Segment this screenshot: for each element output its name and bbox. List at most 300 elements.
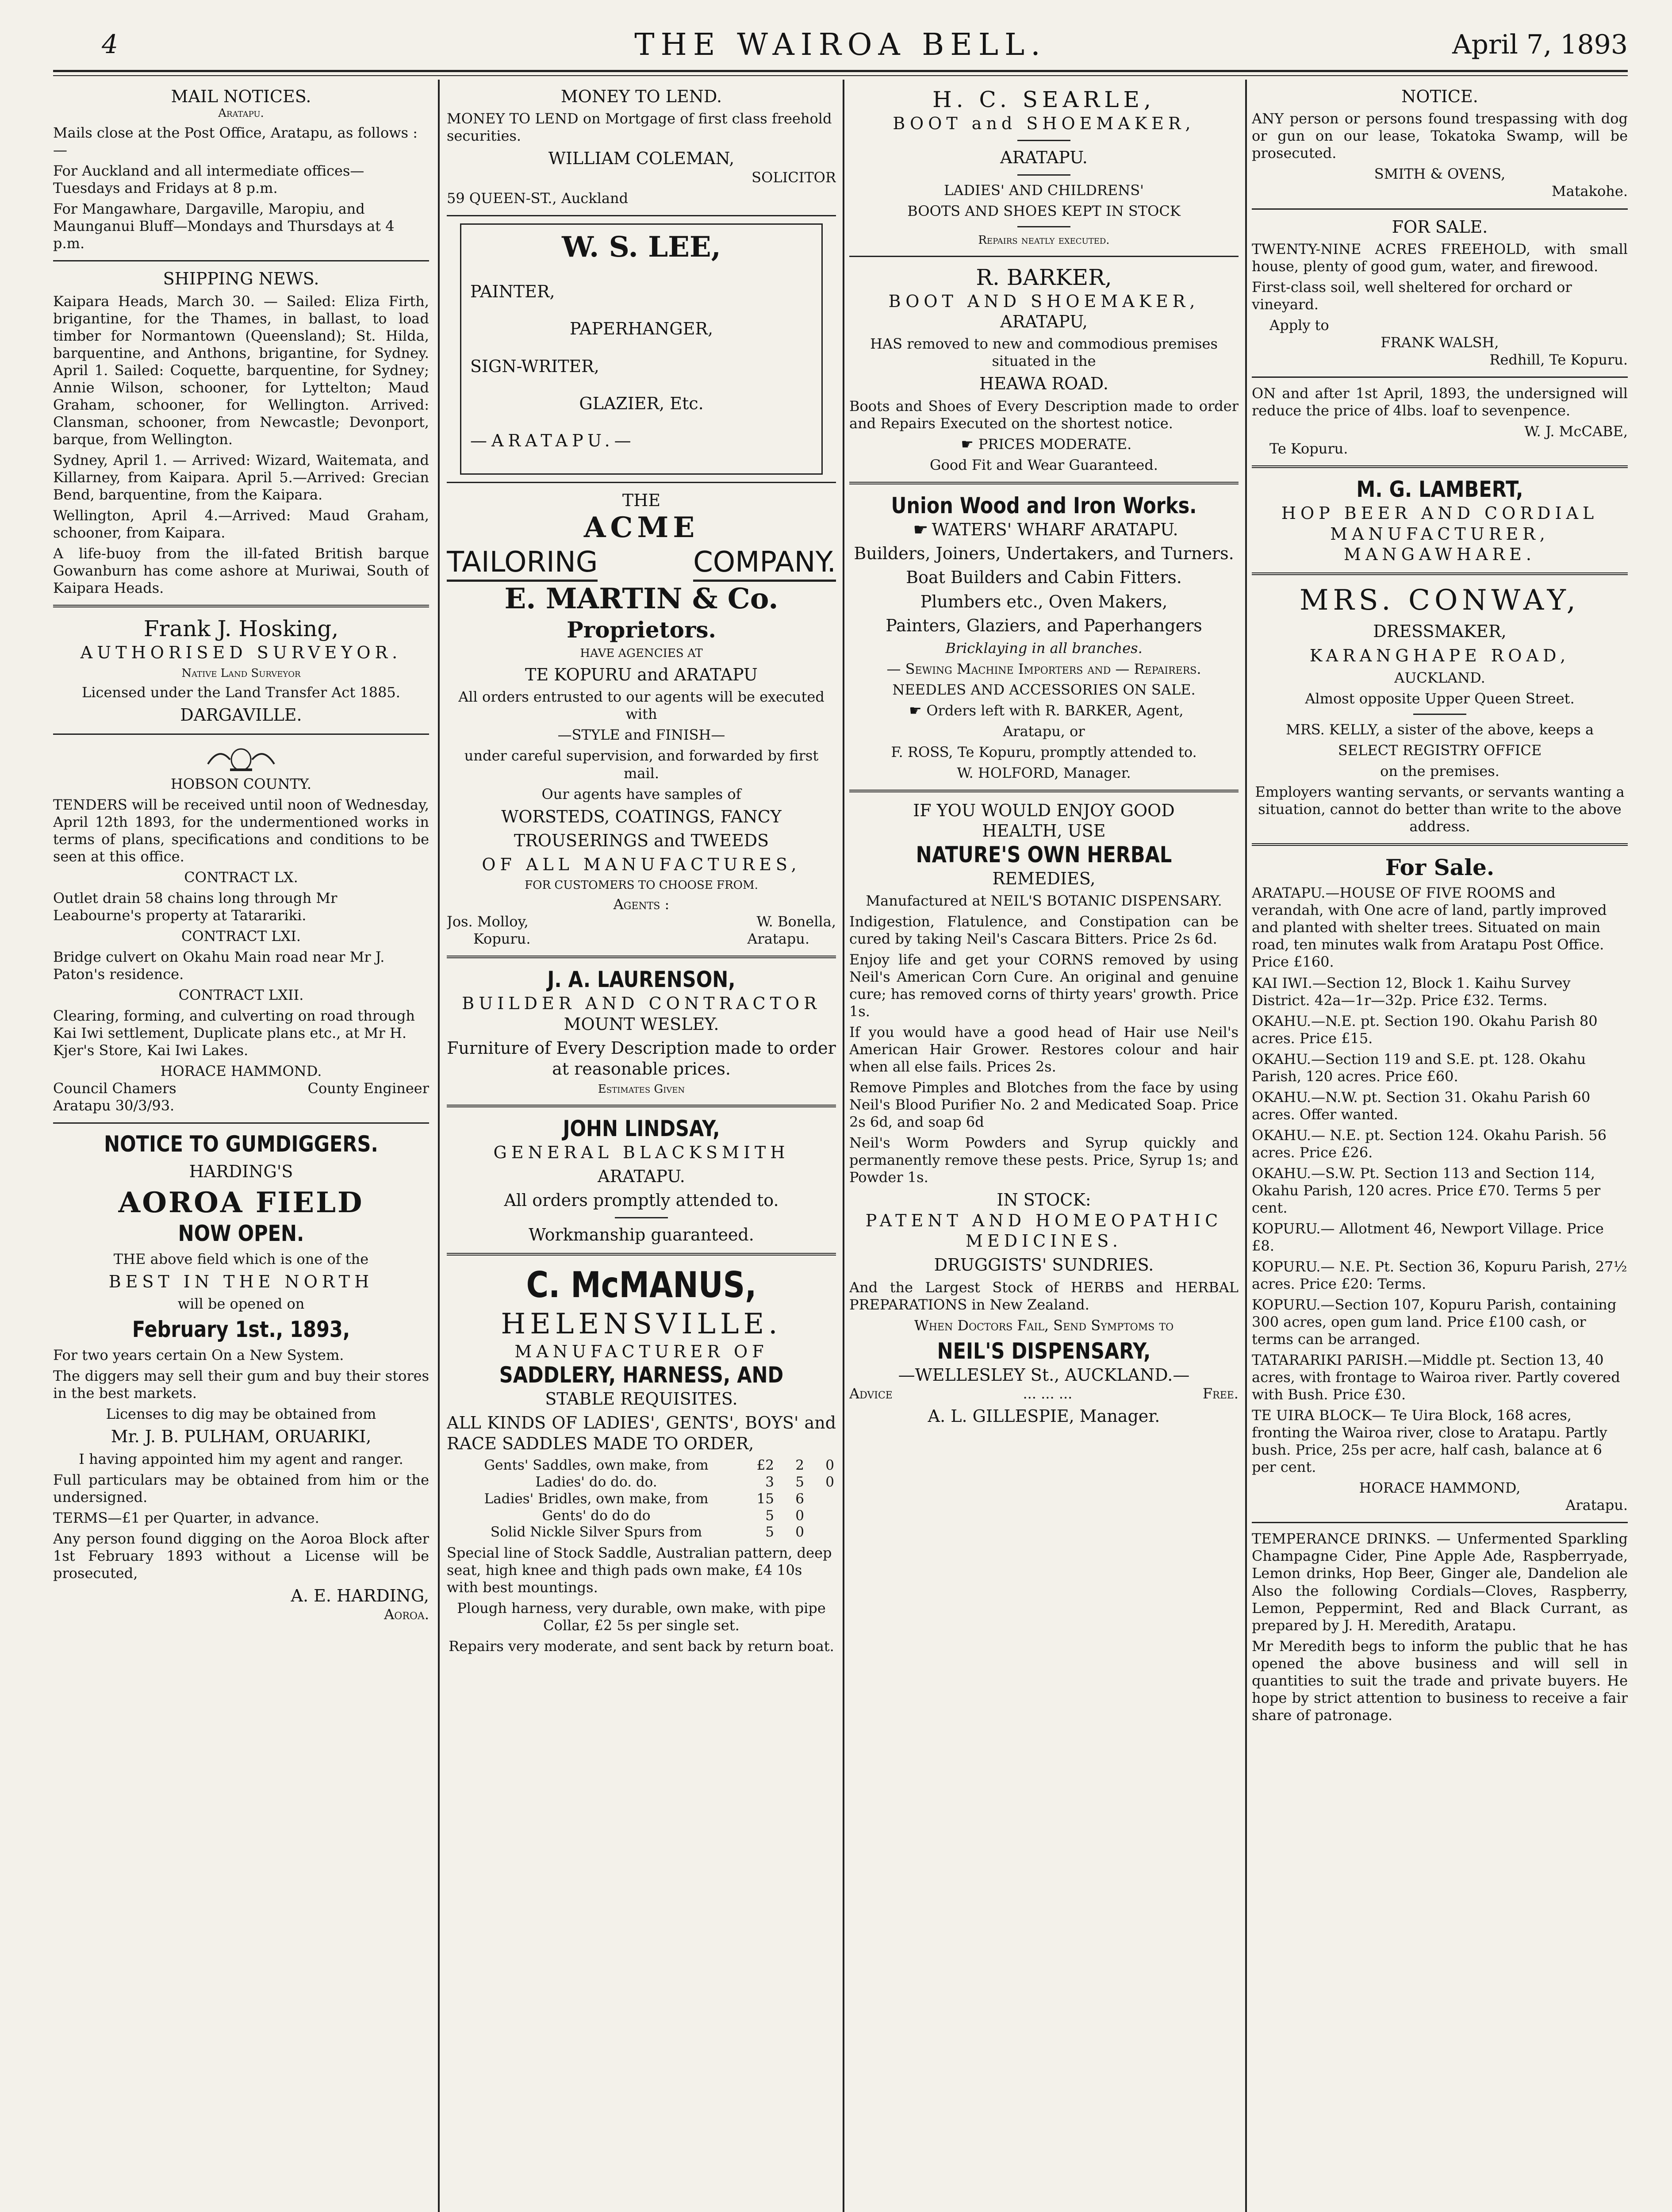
searle-place: ARATAPU. bbox=[1000, 148, 1088, 168]
mail-line: For Mangawhare, Dargaville, Maropiu, and Maunganui Bluff—Mondays and Thursdays at 4 p.m. bbox=[53, 200, 395, 252]
searle-l2: BOOTS AND SHOES KEPT IN STOCK bbox=[907, 202, 1181, 219]
acme-p2: under careful supervision, and forwarded by first mail. bbox=[464, 747, 819, 782]
divider bbox=[447, 956, 836, 958]
temperance-ad bbox=[1252, 1530, 1628, 1724]
lambert-place: MANGAWHARE. bbox=[1344, 544, 1536, 564]
column-3 bbox=[849, 86, 1239, 2210]
sale-place: Aratapu. bbox=[1565, 1497, 1628, 1514]
lot-place: OKAHU. bbox=[1252, 1126, 1312, 1144]
lot-place: OKAHU. bbox=[1252, 1050, 1312, 1068]
hobson-county-ad bbox=[53, 742, 429, 1115]
conway-name: MRS. CONWAY, bbox=[1300, 584, 1580, 617]
price-s: 6 bbox=[795, 1490, 804, 1507]
lindsay-p1: All orders promptly attended to. bbox=[504, 1190, 779, 1210]
lambert-role: HOP BEER AND CORDIAL bbox=[1281, 503, 1599, 523]
herbal-stock: IN STOCK: bbox=[997, 1190, 1091, 1210]
price-row bbox=[447, 1457, 836, 1474]
searle-l1: LADIES' AND CHILDRENS' bbox=[944, 181, 1144, 199]
land-lot bbox=[1252, 1407, 1628, 1476]
forsale-text: TWENTY-NINE ACRES FREEHOLD, with small house, plenty of good gum, water, and firewood. bbox=[1252, 240, 1628, 275]
lee-name: W. S. LEE, bbox=[562, 230, 721, 264]
price-d: 0 bbox=[825, 1474, 834, 1490]
trespass-notice bbox=[1252, 86, 1628, 200]
hosking-licence: Licensed under the Land Transfer Act 1885. bbox=[82, 684, 400, 701]
divider bbox=[1252, 572, 1628, 575]
laurenson-ad bbox=[447, 966, 836, 1096]
lot-text: —N.W. pt. Section 31. Okahu Parish 60 acres. Offer wanted. bbox=[1252, 1088, 1591, 1123]
land-lot bbox=[1252, 1258, 1628, 1293]
acme-l3: OF ALL MANUFACTURES, bbox=[482, 855, 801, 875]
hosking-town: DARGAVILLE. bbox=[180, 705, 302, 725]
land-lot bbox=[1252, 884, 1628, 971]
issue-date: April 7, 1893 bbox=[1452, 29, 1628, 60]
gum-p2: The diggers may sell their gum and buy their stores in the best markets. bbox=[53, 1367, 429, 1402]
divider bbox=[1252, 843, 1628, 846]
barker-name: R. BARKER, bbox=[976, 264, 1112, 290]
hobson-place-date: Aratapu 30/3/93. bbox=[53, 1097, 175, 1114]
temperance-text: TEMPERANCE DRINKS. — Unfermented Sparkling Champagne Cider, Pine Apple Ade, Raspberryade, Lemon drinks, Hop Beer, Ginger ale, Dandelion ale Also the following Cordials—Cloves, Raspberry, Lemon, Peppermint, Red and Black Currant, as prepared by J. H. Meredith, Aratapu. bbox=[1252, 1530, 1628, 1634]
herbal-p4: Remove Pimples and Blotches from the face by using Neil's Blood Purifier No. 2 and Medicated Soap. Price 2s 6d, and soap 6d bbox=[849, 1079, 1239, 1131]
money-title: MONEY TO LEND. bbox=[560, 87, 722, 106]
bread-text: ON and after 1st April, 1893, the undersigned will reduce the price of 4lbs. loaf to sevenpence. bbox=[1252, 385, 1628, 419]
gum-l1: THE above field which is one of the bbox=[113, 1250, 369, 1267]
union-l8-row bbox=[849, 702, 1239, 719]
union-l8: Orders left with R. BARKER, Agent, bbox=[926, 702, 1184, 719]
masthead-rule-thin bbox=[53, 75, 1628, 76]
divider bbox=[849, 482, 1239, 484]
shipping-para: A life-buoy from the ill-fated British barque Gowanburn has come ashore at Muriwai, South of Kaipara Heads. bbox=[53, 545, 429, 597]
column-divider bbox=[438, 80, 440, 2212]
divider bbox=[53, 260, 429, 261]
barker-fit: Good Fit and Wear Guaranteed. bbox=[930, 456, 1158, 473]
land-lot bbox=[1252, 975, 1628, 1009]
mcmanus-town: HELENSVILLE. bbox=[501, 1307, 782, 1340]
union-works-ad bbox=[849, 492, 1239, 782]
price-s: 5 bbox=[795, 1474, 804, 1490]
lee-l4: GLAZIER, Etc. bbox=[579, 394, 704, 413]
price-item: Gents' Saddles, own make, from bbox=[484, 1457, 709, 1474]
column-divider bbox=[1245, 80, 1247, 2212]
lot-place: KOPURU. bbox=[1252, 1258, 1321, 1275]
price-l: 5 bbox=[765, 1524, 774, 1540]
price-row bbox=[447, 1491, 836, 1508]
acme-tail: TAILORING bbox=[447, 545, 598, 582]
union-l5: Bricklaying in all branches. bbox=[945, 639, 1143, 657]
lindsay-ad bbox=[447, 1115, 836, 1245]
divider bbox=[1252, 465, 1628, 468]
price-l: 15 bbox=[756, 1490, 774, 1507]
union-name: Union Wood and Iron Works. bbox=[891, 492, 1197, 518]
martin-prop: Proprietors. bbox=[567, 617, 716, 643]
gum-place: Aoroa. bbox=[384, 1606, 429, 1623]
walsh-for-sale bbox=[1252, 217, 1628, 369]
bread-notice bbox=[1252, 385, 1628, 457]
divider bbox=[1017, 226, 1070, 227]
acme-l2: TROUSERINGS and TWEEDS bbox=[514, 830, 769, 850]
column-2 bbox=[447, 86, 836, 2210]
land-lot bbox=[1252, 1296, 1628, 1348]
sale-title: For Sale. bbox=[1385, 854, 1495, 881]
laurenson-p1: Furniture of Every Description made to order at reasonable prices. bbox=[447, 1038, 836, 1079]
martin-name: E. MARTIN & Co. bbox=[504, 582, 778, 616]
lee-l5: —ARATAPU.— bbox=[470, 431, 636, 451]
herbal-title: NATURE'S OWN HERBAL bbox=[916, 841, 1172, 868]
divider bbox=[615, 1217, 668, 1218]
price-s: 0 bbox=[795, 1524, 804, 1540]
herbal-p3: If you would have a good head of Hair use Neil's American Hair Grower. Restores colour and hair when all else fails. Prices 2s. bbox=[849, 1024, 1239, 1075]
divider bbox=[1017, 140, 1070, 141]
conway-role: DRESSMAKER, bbox=[1373, 622, 1507, 641]
divider bbox=[53, 1122, 429, 1124]
mail-line: For Auckland and all intermediate offices—Tuesdays and Fridays at 8 p.m. bbox=[53, 162, 364, 197]
union-l3: Plumbers etc., Oven Makers, bbox=[920, 591, 1168, 611]
lee-ad bbox=[460, 223, 823, 475]
union-mgr: W. HOLFORD, Manager. bbox=[957, 764, 1131, 781]
acme-agents: Agents : bbox=[613, 896, 670, 913]
land-lot bbox=[1252, 1089, 1628, 1123]
gumdiggers-ad bbox=[53, 1131, 429, 1623]
agent-2-place: Aratapu. bbox=[747, 930, 809, 948]
shipping-para: Kaipara Heads, March 30. — Sailed: Eliza Firth, brigantine, for the Thames, in ballast, to load timber for Normantown (Queensland); St. Hilda, barquentine, and Anthons, brigantine, for Sydney. April 1. Sailed: Coquette, barquentine, for Sydney; Annie Wilson, schooner, for Lyttelton; Maud Graham, schooner, for Wellington. Arrived: Clansman, schooner, from Newcastle; Devonport, barque, from Wellington. bbox=[53, 292, 429, 448]
lot-text: —N.E. pt. Section 190. Okahu Parish 80 acres. Price £15. bbox=[1252, 1012, 1598, 1047]
conway-prem: on the premises. bbox=[1380, 763, 1499, 780]
mcmanus-p2: Plough harness, very durable, own make, with pipe Collar, £2 5s per single set. bbox=[457, 1600, 826, 1634]
land-for-sale bbox=[1252, 854, 1628, 1514]
price-item: Solid Nickle Silver Spurs from bbox=[490, 1524, 702, 1540]
lot-place: ARATAPU. bbox=[1252, 884, 1326, 902]
lot-text: — N.E. pt. Section 124. Okahu Parish. 56 acres. Price £26. bbox=[1252, 1126, 1607, 1161]
newspaper-title: THE WAIROA BELL. bbox=[634, 27, 1047, 62]
union-l1: Builders, Joiners, Undertakers, and Turners. bbox=[854, 544, 1234, 564]
herbal-advice-row bbox=[849, 1385, 1239, 1402]
barker-p2: Boots and Shoes of Every Description made to order and Repairs Executed on the shortest notice. bbox=[849, 397, 1239, 432]
lot-place: KOPURU. bbox=[1252, 1220, 1321, 1237]
price-table bbox=[447, 1457, 836, 1541]
notice-place: Matakohe. bbox=[1551, 183, 1628, 200]
herbal-mgr: A. L. GILLESPIE, Manager. bbox=[928, 1406, 1160, 1426]
hosking-role: AUTHORISED SURVEYOR. bbox=[80, 643, 402, 663]
price-l: 5 bbox=[765, 1507, 774, 1524]
acme-p1: All orders entrusted to our agents will be executed with bbox=[458, 688, 824, 723]
lot-text: —S.W. Pt. Section 113 and Section 114, Okahu Parish, 120 acres. Price £70. Terms 5 per cent. bbox=[1252, 1164, 1601, 1216]
lee-l2: PAPERHANGER, bbox=[569, 319, 713, 339]
lambert-ad bbox=[1252, 476, 1628, 565]
laurenson-name: J. A. LAURENSON, bbox=[547, 967, 736, 993]
conway-office: SELECT REGISTRY OFFICE bbox=[1338, 742, 1542, 759]
gum-terms: TERMS—£1 per Quarter, in advance. bbox=[53, 1509, 319, 1526]
acme-choose: FOR CUSTOMERS TO CHOOSE FROM. bbox=[525, 878, 758, 892]
herbal-patent: PATENT AND HOMEOPATHIC MEDICINES. bbox=[865, 1210, 1223, 1251]
herbal-p6: And the Largest Stock of HERBS and HERBAL PREPARATIONS in New Zealand. bbox=[849, 1279, 1239, 1313]
lot-text: —HOUSE OF FIVE ROOMS and verandah, with One acre of land, partly improved and planted with shelter trees. Situated on main road, ten minutes walk from Aratapu Post Office. Price £160. bbox=[1252, 884, 1607, 971]
mail-line: Mails close at the Post Office, Aratapu, as follows :— bbox=[53, 124, 418, 159]
gum-agent: Mr. J. B. PULHAM, ORUARIKI, bbox=[111, 1427, 372, 1447]
column-divider bbox=[843, 80, 844, 2212]
hobson-signer: HORACE HAMMOND. bbox=[160, 1063, 322, 1080]
herbal-mfd: Manufactured at NEIL'S BOTANIC DISPENSARY. bbox=[866, 892, 1222, 909]
hobson-title: HOBSON COUNTY. bbox=[170, 775, 312, 792]
divider bbox=[447, 482, 836, 483]
lindsay-role: GENERAL BLACKSMITH bbox=[493, 1142, 790, 1162]
acme-agent-places bbox=[447, 930, 836, 948]
lot-text: — Allotment 46, Newport Village. Price £8. bbox=[1252, 1220, 1604, 1254]
herbal-h1: IF YOU WOULD ENJOY GOOD bbox=[913, 800, 1175, 820]
divider bbox=[53, 605, 429, 607]
price-l: 3 bbox=[765, 1474, 774, 1490]
divider bbox=[1252, 208, 1628, 210]
masthead-rule bbox=[53, 70, 1628, 72]
money-role: SOLICITOR bbox=[752, 169, 836, 186]
mail-subtitle: Aratapu. bbox=[218, 107, 264, 120]
searle-name: H. C. SEARLE, bbox=[932, 87, 1155, 112]
herbal-ad bbox=[849, 800, 1239, 1427]
lot-text: — N.E. Pt. Section 36, Kopuru Parish, 27½ acres. Price £20: Terms. bbox=[1252, 1258, 1627, 1292]
union-l4: Painters, Glaziers, and Paperhangers bbox=[886, 616, 1202, 636]
gum-p4: I having appointed him my agent and ranger. bbox=[79, 1450, 403, 1467]
mcmanus-mfr: MANUFACTURER OF bbox=[514, 1341, 768, 1361]
lot-place: KAI IWI. bbox=[1252, 974, 1312, 991]
contract-text: Outlet drain 58 chains long through Mr Leabourne's property at Tatarariki. bbox=[53, 889, 337, 924]
divider bbox=[1413, 714, 1466, 715]
shipping-news bbox=[53, 269, 429, 597]
gum-open: NOW OPEN. bbox=[178, 1220, 304, 1246]
union-l6: — Sewing Machine Importers and — Repairers. bbox=[886, 660, 1201, 677]
acme-the: THE bbox=[622, 490, 661, 510]
lambert-mfr: MANUFACTURER, bbox=[1330, 524, 1549, 544]
hosking-name: Frank J. Hosking, bbox=[143, 616, 339, 642]
money-name: WILLIAM COLEMAN, bbox=[548, 149, 735, 169]
acme-agencies: HAVE AGENCIES AT bbox=[580, 647, 703, 661]
hobson-footer bbox=[53, 1080, 429, 1097]
price-d: 0 bbox=[825, 1457, 834, 1474]
price-item: Ladies' do do. do. bbox=[535, 1474, 657, 1490]
laurenson-est: Estimates Given bbox=[598, 1082, 685, 1096]
herbal-advice: Advice bbox=[849, 1385, 893, 1402]
searle-ad bbox=[849, 86, 1239, 248]
divider bbox=[849, 256, 1239, 257]
gum-p3: Licenses to dig may be obtained from bbox=[106, 1406, 376, 1423]
agent-1: Jos. Molloy, bbox=[447, 913, 529, 930]
pointing-hand-icon: ☛ bbox=[913, 519, 928, 539]
lindsay-place: ARATAPU. bbox=[598, 1166, 685, 1186]
divider bbox=[1017, 174, 1070, 176]
lee-l1: PAINTER, bbox=[470, 281, 555, 301]
price-row bbox=[447, 1474, 836, 1491]
barker-road: HEAWA ROAD. bbox=[979, 374, 1108, 394]
acme-places: TE KOPURU and ARATAPU bbox=[525, 665, 758, 685]
conway-ad bbox=[1252, 583, 1628, 835]
contract-heading: CONTRACT LXI. bbox=[181, 927, 301, 945]
acme-name: ACME bbox=[583, 511, 699, 545]
gum-field: AOROA FIELD bbox=[118, 1186, 364, 1219]
barker-p1: HAS removed to new and commodious premises situated in the bbox=[870, 335, 1218, 370]
searle-role: BOOT and SHOEMAKER, bbox=[893, 114, 1195, 133]
pointing-hand-icon: ☛ bbox=[909, 702, 922, 719]
herbal-p2: Enjoy life and get your CORNS removed by using Neil's American Corn Cure. An original and genuine cure; has removed corns of thirty years' growth. Price 1s. bbox=[849, 951, 1239, 1020]
acme-style: —STYLE and FINISH— bbox=[557, 726, 725, 744]
notice-signer: SMITH & OVENS, bbox=[1374, 165, 1506, 183]
mcmanus-ad bbox=[447, 1263, 836, 1655]
lot-place: TE UIRA BLOCK bbox=[1252, 1407, 1372, 1424]
barker-prices bbox=[849, 436, 1239, 453]
union-l2: Boat Builders and Cabin Fitters. bbox=[906, 568, 1182, 588]
herbal-free: Free. bbox=[1202, 1385, 1239, 1402]
lot-text: — Te Uira Block, 168 acres, fronting the Wairoa river, close to Aratapu. Partly bush. Price, 25s per acre, half cash, balance at 6 per cent. bbox=[1252, 1407, 1607, 1476]
column-4 bbox=[1252, 86, 1628, 2210]
mcmanus-p3: Repairs very moderate, and sent back by return boat. bbox=[449, 1638, 834, 1655]
price-row bbox=[447, 1524, 836, 1541]
forsale-name: FRANK WALSH, bbox=[1381, 334, 1499, 351]
conway-kelly: MRS. KELLY, a sister of the above, keeps a bbox=[1285, 721, 1594, 738]
divider bbox=[447, 1105, 836, 1107]
union-wharf: WATERS' WHARF ARATAPU. bbox=[932, 519, 1178, 539]
hosking-sub: Native Land Surveyor bbox=[181, 666, 301, 680]
contract-text: Bridge culvert on Okahu Main road near Mr J. Paton's residence. bbox=[53, 948, 385, 983]
mail-notices bbox=[53, 86, 429, 252]
shipping-title: SHIPPING NEWS. bbox=[163, 269, 319, 289]
land-lot bbox=[1252, 1127, 1628, 1161]
land-lot bbox=[1252, 1013, 1628, 1047]
forsale-title: FOR SALE. bbox=[1392, 217, 1488, 237]
laurenson-role: BUILDER AND CONTRACTOR bbox=[462, 994, 821, 1014]
price-l: £2 bbox=[756, 1457, 774, 1474]
acme-tailoring bbox=[447, 545, 836, 582]
notice-text: ANY person or persons found trespassing with dog or gun on our lease, Tokatoka Swamp, will be prosecuted. bbox=[1252, 110, 1628, 162]
acme-ad bbox=[447, 490, 836, 948]
price-d bbox=[806, 1524, 836, 1541]
land-lot bbox=[1252, 1165, 1628, 1217]
agent-2: W. Bonella, bbox=[756, 913, 836, 930]
land-lot bbox=[1252, 1051, 1628, 1085]
forsale-apply: Apply to bbox=[1269, 317, 1329, 334]
lindsay-p2: Workmanship guaranteed. bbox=[529, 1225, 754, 1244]
hobson-intro: TENDERS will be received until noon of Wednesday, April 12th 1893, for the undermentioned works in terms of plans, specifications and conditions to be seen at this office. bbox=[53, 796, 429, 865]
mcmanus-goods: SADDLERY, HARNESS, AND bbox=[499, 1362, 784, 1388]
gum-p6: Any person found digging on the Aoroa Block after 1st February 1893 without a License will be prosecuted, bbox=[53, 1530, 429, 1582]
acme-company: COMPANY. bbox=[693, 545, 836, 582]
money-ad bbox=[447, 86, 836, 207]
acme-agent-row bbox=[447, 913, 836, 930]
contract-text: Clearing, forming, and culverting on road through Kai Iwi settlement, Duplicate plans etc., at Mr H. Kjer's Store, Kai Iwi Lakes. bbox=[53, 1007, 415, 1059]
forsale-place: Redhill, Te Kopuru. bbox=[1489, 351, 1628, 369]
divider bbox=[53, 733, 429, 735]
divider bbox=[447, 1253, 836, 1256]
page-number: 4 bbox=[102, 29, 118, 59]
herbal-h2: HEALTH, USE bbox=[982, 821, 1106, 841]
lot-place: OKAHU. bbox=[1252, 1012, 1312, 1029]
bread-signer: W. J. McCABE, bbox=[1524, 423, 1628, 440]
conway-emp: Employers wanting servants, or servants wanting a situation, cannot do better than write to the above address. bbox=[1255, 783, 1625, 835]
herbal-addr: —WELLESLEY St., AUCKLAND.— bbox=[898, 1365, 1190, 1385]
agent-1-place: Kopuru. bbox=[473, 930, 531, 948]
herbal-disp: NEIL'S DISPENSARY, bbox=[937, 1338, 1151, 1364]
barker-role: BOOT AND SHOEMAKER, bbox=[888, 291, 1200, 311]
county-crest-icon bbox=[203, 742, 279, 773]
mail-title: MAIL NOTICES. bbox=[171, 87, 311, 106]
union-wharf-row bbox=[849, 519, 1239, 540]
laurenson-place: MOUNT WESLEY. bbox=[564, 1014, 719, 1034]
sale-signer: HORACE HAMMOND, bbox=[1359, 1479, 1521, 1497]
gum-p1: For two years certain On a New System. bbox=[53, 1347, 344, 1364]
acme-p3: Our agents have samples of bbox=[541, 785, 741, 803]
council-chambers: Council Chamers bbox=[53, 1080, 176, 1097]
bread-place: Te Kopuru. bbox=[1269, 440, 1348, 457]
gum-by: HARDING'S bbox=[189, 1162, 293, 1182]
gum-title: NOTICE TO GUMDIGGERS. bbox=[104, 1131, 378, 1157]
forsale-p2: First-class soil, well sheltered for orchard or vineyard. bbox=[1252, 278, 1572, 313]
lambert-name: M. G. LAMBERT, bbox=[1356, 476, 1523, 503]
union-l9: Aratapu, or bbox=[1003, 722, 1085, 740]
lot-text: —Section 12, Block 1. Kaihu Survey District. 42a—1r—32p. Price £32. Terms. bbox=[1252, 974, 1571, 1009]
barker-prices-text: PRICES MODERATE. bbox=[978, 435, 1132, 453]
dots: ... ... ... bbox=[1023, 1385, 1073, 1402]
county-engineer: County Engineer bbox=[307, 1080, 429, 1097]
temperance-p2: Mr Meredith begs to inform the public that he has opened the above business and will sell in quantities to suit the trade and private buyers. He hope by strict attention to business to receive a fair share of patronage. bbox=[1252, 1637, 1628, 1724]
divider bbox=[849, 790, 1239, 792]
union-l7: NEEDLES AND ACCESSORIES ON SALE. bbox=[892, 681, 1196, 698]
lindsay-name: JOHN LINDSAY, bbox=[563, 1115, 720, 1141]
mcmanus-req: STABLE REQUISITES. bbox=[545, 1389, 738, 1409]
lot-place: OKAHU. bbox=[1252, 1088, 1312, 1106]
money-addr: 59 QUEEN-ST., Auckland bbox=[447, 189, 629, 207]
lee-l3: SIGN-WRITER, bbox=[470, 356, 599, 376]
herbal-p1: Indigestion, Flatulence, and Constipation can be cured by taking Neil's Cascara Bitters. Price 2s 6d. bbox=[849, 913, 1239, 947]
land-lot bbox=[1252, 1220, 1628, 1255]
price-d bbox=[806, 1508, 836, 1525]
price-s: 0 bbox=[795, 1507, 804, 1524]
conway-road: KARANGHAPE ROAD, bbox=[1309, 645, 1570, 665]
lot-text: —Section 119 and S.E. pt. 128. Okahu Parish, 120 acres. Price £60. bbox=[1252, 1050, 1586, 1085]
column-1 bbox=[53, 86, 429, 2210]
notice-title: NOTICE. bbox=[1401, 87, 1478, 106]
lot-place: TATARARIKI PARISH. bbox=[1252, 1352, 1408, 1369]
gum-l3: will be opened on bbox=[177, 1295, 305, 1313]
lot-text: —Middle pt. Section 13, 40 acres, with frontage to Wairoa river. Partly covered with Bush. Price £30. bbox=[1252, 1352, 1620, 1403]
conway-city: AUCKLAND. bbox=[1394, 669, 1485, 687]
gum-date: February 1st., 1893, bbox=[132, 1317, 350, 1343]
gum-signer: A. E. HARDING, bbox=[291, 1586, 429, 1605]
pointing-hand-icon: ☛ bbox=[961, 435, 974, 453]
contract-heading: CONTRACT LX. bbox=[184, 868, 298, 886]
union-l10: F. ROSS, Te Kopuru, promptly attended to. bbox=[891, 743, 1197, 760]
price-s: 2 bbox=[795, 1457, 804, 1474]
divider bbox=[447, 215, 836, 216]
shipping-para: Sydney, April 1. — Arrived: Wizard, Waitemata, and Killarney, from Kaipara. April 5.—Arrived: Grecian Bend, barquentine, from the Kaipara. bbox=[53, 451, 429, 503]
mcmanus-p1: Special line of Stock Saddle, Australian pattern, deep seat, high knee and thigh pads own make, £4 10s with best mountings. bbox=[447, 1544, 832, 1596]
money-text: MONEY TO LEND on Mortgage of first class freehold securities. bbox=[447, 110, 832, 145]
land-lot bbox=[1252, 1352, 1628, 1403]
mcmanus-kinds: ALL KINDS OF LADIES', GENTS', BOYS' and RACE SADDLES MADE TO ORDER, bbox=[447, 1413, 836, 1453]
hosking-ad bbox=[53, 615, 429, 725]
gum-l2: BEST IN THE NORTH bbox=[108, 1271, 374, 1291]
searle-l3: Repairs neatly executed. bbox=[978, 233, 1110, 247]
mcmanus-name: C. McMANUS, bbox=[526, 1264, 757, 1306]
price-row bbox=[447, 1508, 836, 1525]
lot-text: —Section 107, Kopuru Parish, containing 300 acres, open gum land. Price £100 cash, or terms can be arranged. bbox=[1252, 1296, 1617, 1348]
price-item: Gents' do do do bbox=[542, 1507, 651, 1524]
lot-place: OKAHU. bbox=[1252, 1164, 1312, 1182]
herbal-sub: REMEDIES, bbox=[992, 868, 1096, 888]
conway-opp: Almost opposite Upper Queen Street. bbox=[1305, 690, 1575, 707]
divider bbox=[1252, 1522, 1628, 1523]
price-item: Ladies' Bridles, own make, from bbox=[484, 1490, 709, 1507]
gum-p5: Full particulars may be obtained from him or the undersigned. bbox=[53, 1471, 429, 1505]
divider bbox=[1252, 376, 1628, 378]
barker-place: ARATAPU, bbox=[1000, 311, 1088, 331]
barker-ad bbox=[849, 264, 1239, 474]
contract-heading: CONTRACT LXII. bbox=[178, 987, 304, 1003]
herbal-when: When Doctors Fail, Send Symptoms to bbox=[914, 1317, 1174, 1334]
